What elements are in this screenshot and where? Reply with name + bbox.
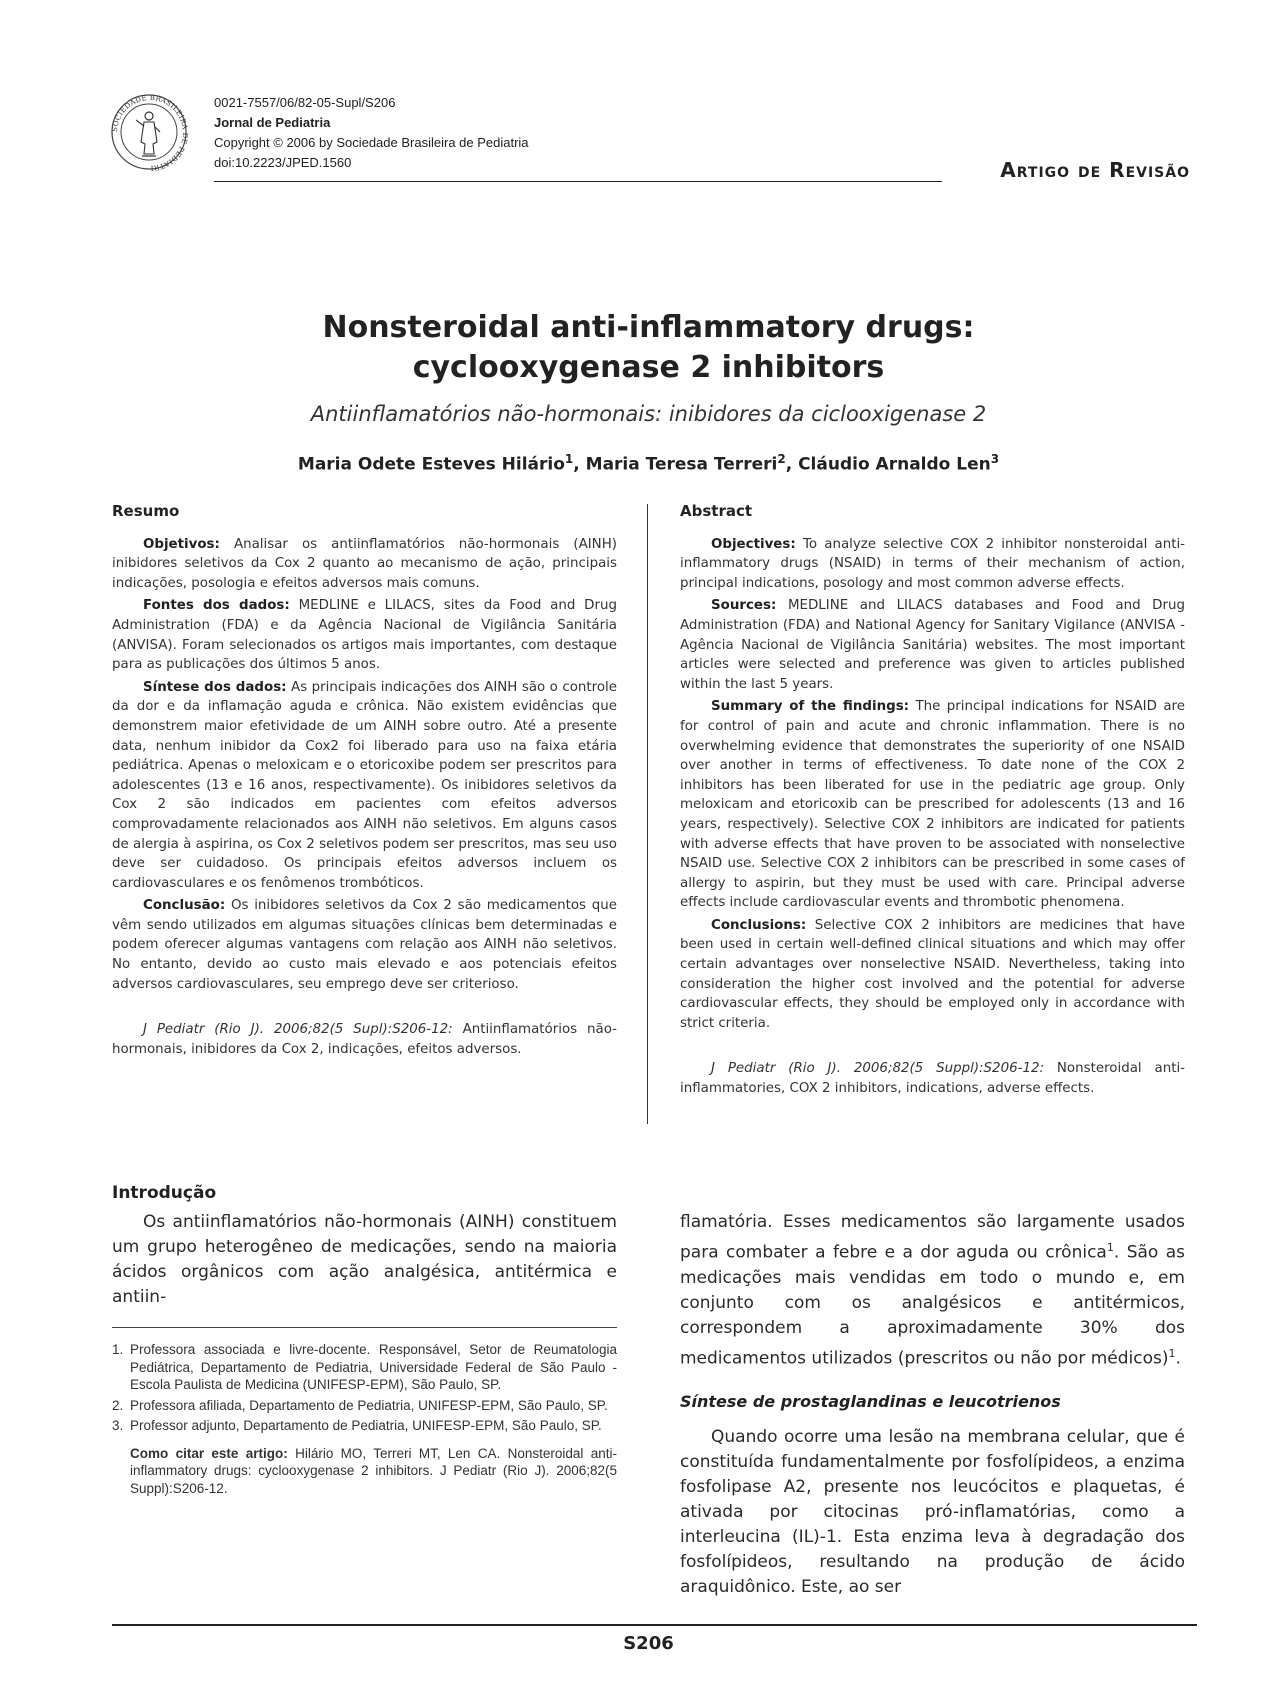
- author-separator: ,: [785, 454, 799, 475]
- introducao-heading: Introdução: [112, 1183, 217, 1203]
- author-affiliation: 1: [564, 452, 574, 466]
- sintese-paragraph: Quando ocorre uma lesão na membrana celular, que é constituída fundamentalmente por fosfolípideos, a enzima fosfolipase A2, presente nos leucócitos e plaquetas, é ativada por citocinas pró-inflamatórias, como a interleucina (IL)-1. Esta enzima leva à degradação dos fosfolípideos, resultando na produção de ácido araquidônico. Este, ao ser: [680, 1427, 1185, 1597]
- introducao-right-column: [680, 1210, 1185, 1371]
- abstract-objectives: Objectives: To analyze selective COX 2 inhibitor nonsteroidal anti-inflammatory drugs (NSAID) in terms of their mechanism of action, principal indications, posology and most common adverse effects.: [680, 536, 1185, 591]
- abstract-conclusions: Conclusions: Selective COX 2 inhibitors are medicines that have been used in certain well-defined clinical situations and which may offer certain advantages over nonselective NSAID. Nevertheless, taking into consideration the higher cost involved and the potential for adverse cardiovascular effects, they should be employed only in accordance with strict criteria.: [680, 917, 1186, 1031]
- author-separator: ,: [573, 454, 586, 475]
- resumo-citation: J Pediatr (Rio J). 2006;82(5 Supl):S206-12: Antiinflamatórios não-hormonais, inibidores da Cox 2, indicações, efeitos adversos.: [112, 1022, 617, 1057]
- resumo-heading: Resumo: [112, 502, 180, 520]
- title-line-1: Nonsteroidal anti-inflammatory drugs:: [322, 310, 975, 345]
- resumo-fontes: Fontes dos dados: MEDLINE e LILACS, sites da Food and Drug Administration (FDA) e da Agência Nacional de Vigilância Sanitária (ANVISA). Foram selecionados os artigos mais importantes, com destaque para as publicações dos últimos 5 anos.: [112, 598, 617, 673]
- doi: doi:10.2223/JPED.1560: [214, 155, 352, 170]
- introducao-paragraph: Os antiinflamatórios não-hormonais (AINH) constituem um grupo heterogêneo de medicações, sendo na maioria ácidos orgânicos com ação analgésica, antitérmica e antiin-: [112, 1212, 617, 1307]
- column-divider: [647, 504, 648, 1124]
- issn: 0021-7557/06/82-05-Supl/S206: [214, 95, 396, 110]
- resumo-sintese: Síntese dos dados: As principais indicações dos AINH são o controle da dor e da inflamação aguda e crônica. Não existem evidências que demonstrem maior efetividade de um AINH sobre outro. Até a presente data, nenhum inibidor da Cox2 foi liberado para uso na faixa etária pediátrica. Apenas o meloxicam e o etoricoxibe podem ser prescritos para adolescentes (13 e 16 anos, respectivamente). Os inibidores seletivos da Cox 2 são indicados em pacientes com efeitos adversos comprovadamente relacionados aos AINH não seletivos. Em alguns casos de alergia à aspirina, os Cox 2 seletivos podem ser prescritos, mas seu uso deve ser cuidadoso. Os principais efeitos adversos incluem os cardiovasculares e os fenômenos trombóticos.: [112, 679, 617, 891]
- sintese-body: [680, 1425, 1185, 1600]
- resumo-objetivos: Objetivos: Analisar os antiinflamatórios não-hormonais (AINH) inibidores seletivos da Cox 2 quanto ao mecanismo de ação, principais indicações, posologia e efeitos adversos mais comuns.: [112, 536, 617, 591]
- footnote-item: 2. Professora afiliada, Departamento de Pediatria, UNIFESP-EPM, São Paulo, SP.: [112, 1397, 608, 1413]
- abstract-heading: Abstract: [680, 502, 753, 520]
- logo-text: SOCIEDADE BRASILEIRA DE PEDIATRI: [110, 93, 190, 173]
- author-affiliation: 2: [777, 452, 786, 466]
- footnotes: [112, 1341, 617, 1497]
- author-name: Cláudio Arnaldo Len: [798, 454, 991, 475]
- author-affiliation: 3: [990, 452, 1000, 466]
- page-number: S206: [623, 1633, 674, 1654]
- footnote-rule: [112, 1327, 617, 1328]
- footnote-item: 3. Professor adjunto, Departamento de Pediatria, UNIFESP-EPM, São Paulo, SP.: [112, 1418, 602, 1433]
- sintese-heading: Síntese de prostaglandinas e leucotrienos: [680, 1392, 1061, 1411]
- introducao-paragraph-cont: flamatória. Esses medicamentos são largamente usados para combater a febre e a dor aguda ou crônica$^1$. São as medicações mais vendidas em todo o mundo e, em conjunto com os analgésicos e antitérmicos, correspondem a aproximadamente 30% dos medicamentos utilizados (prescritos ou não por médicos)$^1$.: [680, 1212, 1185, 1369]
- author-name: Maria Teresa Terreri: [585, 454, 778, 475]
- introducao-left-column: [112, 1210, 617, 1310]
- footer-rule: [112, 1624, 1197, 1626]
- abstract-section: [680, 502, 1185, 1102]
- journal-name: Jornal de Pediatria: [214, 115, 331, 130]
- abstract-sources: Sources: MEDLINE and LILACS databases and Food and Drug Administration (FDA) and National Agency for Sanitary Vigilance (ANVISA - Agência Nacional de Vigilância Sanitária) websites. The most important articles were selected and preference was given to articles published within the last 5 years.: [680, 598, 1185, 692]
- article-title: [100, 308, 1197, 388]
- resumo-conclusao: Conclusão: Os inibidores seletivos da Cox 2 são medicamentos que vêm sendo utilizados em algumas situações clínicas bem determinadas e podem oferecer algumas vantagens com relação aos AINH não seletivos. No entanto, devido ao custo mais elevado e aos potenciais efeitos adversos cardiovasculares, seu emprego deve ser criterioso.: [112, 898, 617, 992]
- article-type: Artigo de Revisão: [1000, 158, 1190, 182]
- author-name: Maria Odete Esteves Hilário: [297, 454, 565, 475]
- society-logo: [102, 80, 196, 176]
- resumo-section: [112, 502, 617, 1062]
- abstract-summary: Summary of the findings: The principal indications for NSAID are for control of pain and acute and chronic inflammation. There is no overwhelming evidence that demonstrates the superiority of one NSAID over another in terms of effectiveness. To date none of the COX 2 inhibitors has been liberated for use in the pediatric age group. Only meloxicam and etoricoxib can be prescribed for adolescents (13 and 16 years, respectively). Selective COX 2 inhibitors are indicated for patients with adverse effects that have proven to be associated with nonselective NSAID use. Selective COX 2 inhibitors can be prescribed in some cases of allergy to aspirin, but they must be used with care. Principal adverse effects include cardiovascular events and thrombotic phenomena.: [680, 699, 1185, 911]
- copyright: Copyright © 2006 by Sociedade Brasileira de Pediatria: [214, 135, 529, 150]
- author-list: [100, 452, 1197, 475]
- article-subtitle: Antiinflamatórios não-hormonais: inibidores da ciclooxigenase 2: [310, 402, 987, 426]
- header-rule: [214, 181, 942, 182]
- abstract-citation: J Pediatr (Rio J). 2006;82(5 Suppl):S206-12: Nonsteroidal anti-inflammatories, COX 2 inhibitors, indications, adverse effects.: [680, 1061, 1185, 1097]
- how-to-cite: Como citar este artigo: Hilário MO, Terreri MT, Len CA. Nonsteroidal anti-inflammatory drugs: cyclooxygenase 2 inhibitors. J Pediatr (Rio J). 2006;82(5 Suppl):S206-12.: [130, 1445, 617, 1496]
- society-seal-icon: [102, 80, 196, 176]
- title-line-2: cyclooxygenase 2 inhibitors: [412, 350, 885, 385]
- footnote-item: 1. Professora associada e livre-docente. Responsável, Setor de Reumatologia Pediátrica, Departamento de Pediatria, Universidade Federal de São Paulo - Escola Paulista de Medicina (UNIFESP-EPM), São Paulo, SP.: [112, 1342, 617, 1392]
